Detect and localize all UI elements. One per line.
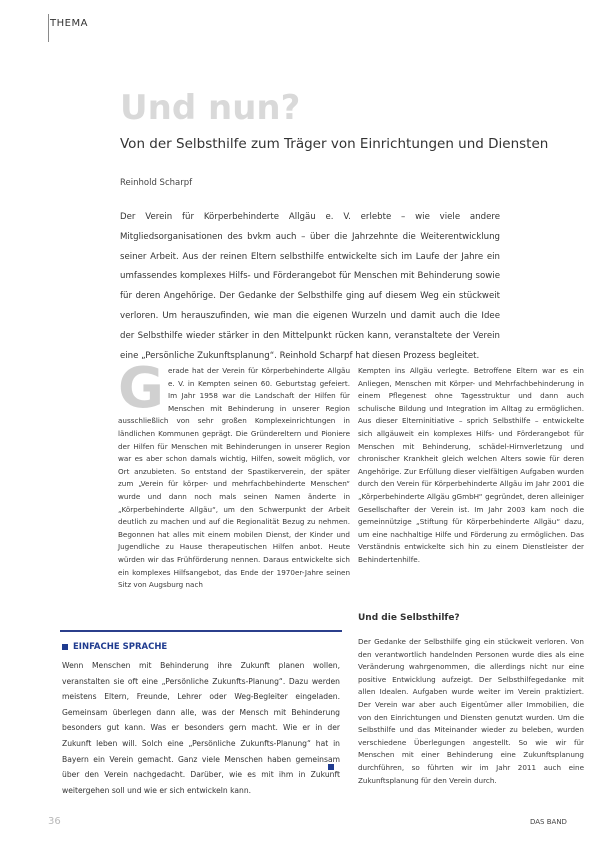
easy-language-heading-text: EINFACHE SPRACHE: [73, 642, 168, 652]
end-square-icon: [328, 764, 334, 770]
square-bullet-icon: [62, 644, 68, 650]
subheading: Und die Selbsthilfe?: [358, 613, 460, 623]
magazine-name: DAS BAND: [530, 818, 567, 826]
section-label: THEMA: [50, 18, 88, 29]
body-column-right-continued: Der Gedanke der Selbsthilfe ging ein stückweit verloren. Von den verantwortlich handelnden Personen wurde dies als eine Veränderung wahrgenommen, die allerdings nicht nur eine positive Entwicklung aufzeigt. Der Selbsthilfegedanke mit allen Idealen. Aufgaben wurde weiter im Verein praktiziert. Der Verein war aber auch Eigentümer aller Immobilien, die von den Einrichtungen und Diensten genutzt wurden. Um die Selbsthilfe und das Miteinander wieder zu beleben, wurden verschiedene Überlegungen angestellt. So wie wir für Menschen mit einer Behinderung eine Zukunftsplanung durchführen, so führten wir im Jahr 2011 auch eine Zukunftsplanung für den Verein durch.: [358, 637, 584, 785]
body-text-left: erade hat der Verein für Körperbehinderte Allgäu e. V. in Kempten seinen 60. Geburtstag gefeiert. Im Jahr 1958 war die Landschaft der Hilfen für Menschen mit Behinderung in unserer Region ausschließlich von sehr großen Komplexeinrichtungen in ländlichen Kommunen geprägt. Die Gründereltern und Pioniere der Hilfen für Menschen mit Behinderungen in unserer Region war es aber schon damals wichtig, Hilfen, soweit möglich, vor Ort anzubieten. So entstand der Spastikerverein, der später zum „Verein für körper- und mehrfachbehinderte Menschen“ wurde und dann noch mals seinen Namen änderte in „Körperbehinderte Allgäu“, um den Schwerpunkt der Arbeit deutlich zu machen und auf die Regionalität Bezug zu nehmen. Begonnen hat alles mit einem mobilen Dienst, der Kinder und Jugendliche zu Hause therapeutischen Hilfen anbot. Heute würden wir das Frühförderung nennen. Daraus entwickelte sich ein komplexes Hilfsangebot, das Ende der 1970er-Jahre seinen Sitz von Augsburg nach: [118, 366, 350, 590]
section-rule: [48, 14, 49, 42]
body-column-left: [118, 356, 350, 592]
drop-cap: G: [118, 356, 164, 421]
page-number: 36: [48, 816, 61, 827]
subheadline: Von der Selbsthilfe zum Träger von Einrichtungen und Diensten: [120, 136, 549, 152]
easy-language-heading: [62, 642, 167, 652]
intro-paragraph: Der Verein für Körperbehinderte Allgäu e. V. erlebte – wie viele andere Mitgliedsorganisationen des bvkm auch – über die Jahrzehnte die Weiterentwicklung seiner Arbeit. Aus der reinen Eltern selbsthilfe entwickelte sich im Laufe der Jahre ein umfassendes komplexes Hilfs- und Förderangebot für Menschen mit Behinderung sowie für deren Angehörige. Der Gedanke der Selbsthilfe ging auf diesem Weg ein stückweit verloren. Um herauszufinden, wie man die eigenen Wurzeln und damit auch die Idee der Selbsthilfe wieder stärker in den Mittelpunkt rücken kann, veranstaltete der Verein eine „Persönliche Zukunftsplanung“. Reinhold Scharpf hat diesen Prozess begleitet.: [120, 212, 500, 361]
author-name: Reinhold Scharpf: [120, 178, 193, 188]
headline: Und nun?: [120, 88, 301, 128]
easy-language-text: Wenn Menschen mit Behinderung ihre Zukunft planen wollen, veranstalten sie oft eine „Persönliche Zukunfts-Planung“. Dazu werden meistens Eltern, Freunde, Lehrer oder Weg-Begleiter eingeladen. Gemeinsam überlegen dann alle, was der Mensch mit Behinderung besonders gut kann. Was er besonders gern macht. Wie er in der Zukunft leben will. Solch eine „Persönliche Zukunfts-Planung“ hat in Bayern ein Verein gemacht. Ganz viele Menschen haben gemeinsam über den Verein nachgedacht. Darüber, wie es mit ihm in Zukunft weitergehen soll und wie er sich entwickeln kann.: [62, 661, 340, 795]
body-column-right: Kempten ins Allgäu verlegte. Betroffene Eltern war es ein Anliegen, Menschen mit Körper- und Mehrfachbehinderung in einem Pflegenest ohne Tagesstruktur und dann auch schulische Bildung und Integration im Alltag zu ermöglichen. Aus dieser Elterninitiative – sprich Selbsthilfe – entwickelte sich allgäuweit ein komplexes Hilfs- und Förderangebot für Menschen mit Behinderung, schädel-Hirnverletzung und chronischer Krankheit gleich welchen Alters sowie für deren Angehörige. Zur Erfüllung dieser vielfältigen Aufgaben wurden durch den Verein für Körperbehinderte Allgäu im Jahr 2001 die „Körperbehinderte Allgäu gGmbH“ gegründet, deren alleiniger Gesellschafter der Verein ist. Im Jahr 2003 kam noch die gemeinnützige „Stiftung für Körperbehinderte Allgäu“ dazu, um eine nachhaltige Hilfe und Förderung zu ermöglichen. Das Verständnis entwickelte sich hin zu einem Dienstleister der Behindertenhilfe.: [358, 366, 584, 564]
